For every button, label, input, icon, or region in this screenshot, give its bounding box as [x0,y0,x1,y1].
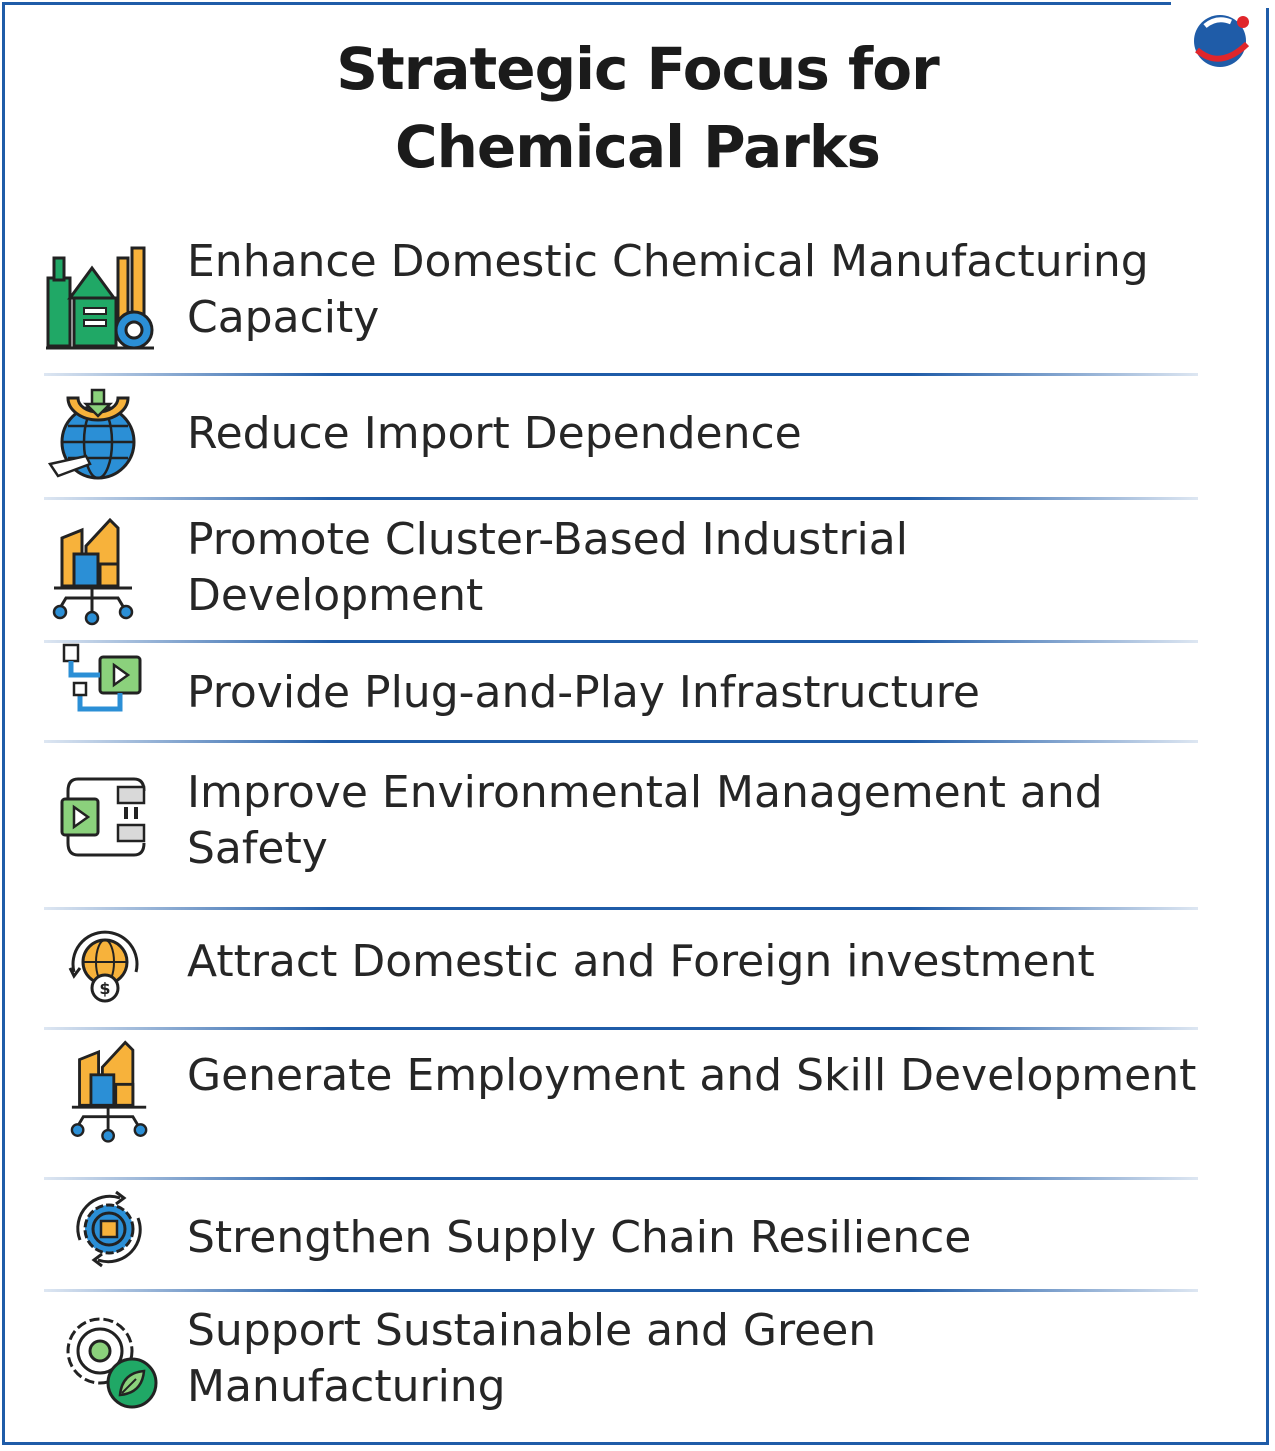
divider [44,1289,1198,1292]
supply-chain-gear-icon [66,1186,152,1272]
industrial-network-icon [70,1038,150,1144]
item-label: Generate Employment and Skill Development [187,1050,1197,1101]
item-label: Attract Domestic and Foreign investment [187,936,1095,987]
item-label: Enhance Domestic Chemical Manufacturing Capacity [187,236,1149,343]
green-gear-icon [56,1307,162,1413]
plug-cycle-icon [58,769,154,865]
divider [44,740,1198,743]
factory-icon [44,238,162,356]
divider [44,907,1198,910]
globe-import-icon [46,386,146,486]
item-label: Provide Plug-and-Play Infrastructure [187,667,980,718]
plug-play-icon [62,643,144,723]
item-label: Improve Environmental Management and Safety [187,767,1103,874]
divider [44,1027,1198,1030]
svg-text:$: $ [99,979,111,998]
item-label: Support Sustainable and Green Manufacturing [187,1305,877,1412]
title-line-1: Strategic Focus for [336,35,939,103]
divider [44,373,1198,376]
global-investment-icon [64,922,146,1006]
divider [44,640,1198,643]
item-label: Strengthen Supply Chain Resilience [187,1212,972,1263]
item-label: Reduce Import Dependence [187,408,802,459]
page-title [0,30,1275,186]
item-label: Promote Cluster-Based Industrial Development [187,514,908,621]
divider [44,497,1198,500]
title-line-2: Chemical Parks [395,113,880,181]
industrial-cluster-icon [52,516,136,626]
divider [44,1177,1198,1180]
frame-gap [1171,0,1275,8]
